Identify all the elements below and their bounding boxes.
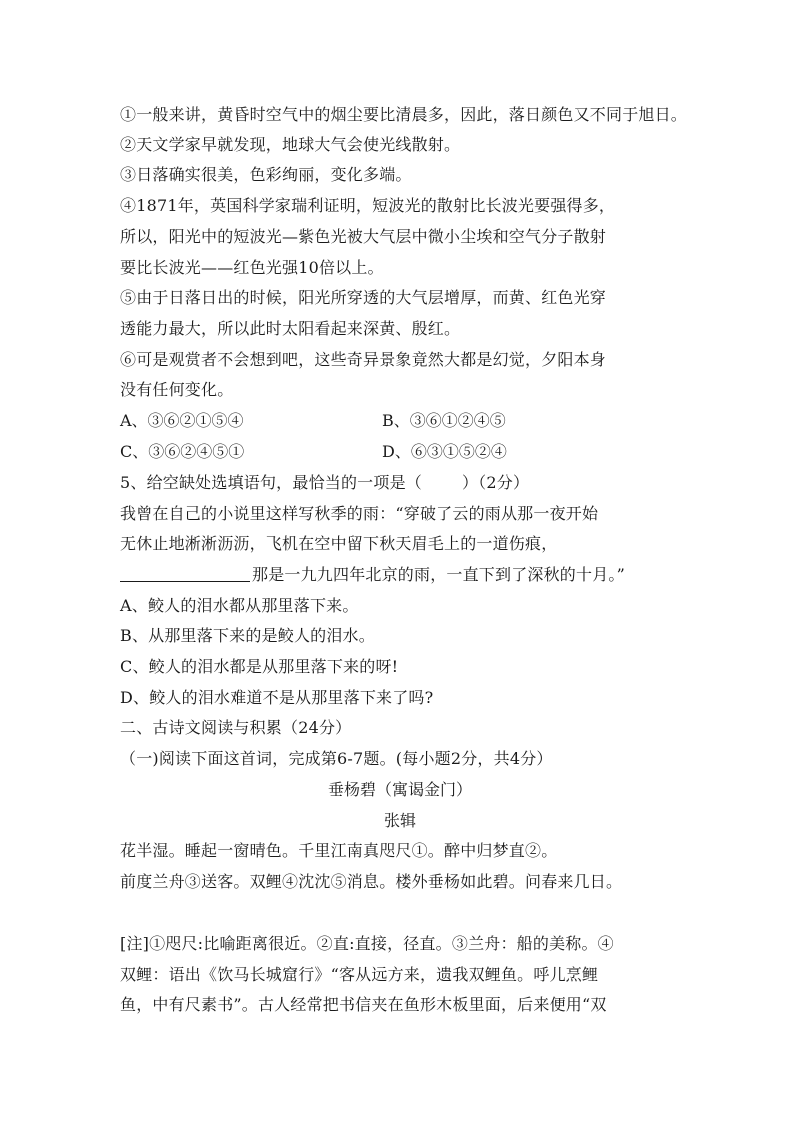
sentence-4-line-3: 要比长波光——红色光强10倍以上。: [120, 258, 384, 277]
note-line-2: 双鲤：语出《饮马长城窟行》“客从远方来，遗我双鲤鱼。呼儿烹鲤: [120, 965, 599, 984]
section-2-heading: 二、古诗文阅读与积累（24分）: [120, 718, 352, 737]
sentence-4-line-1: ④1871年，英国科学家瑞利证明，短波光的散射比长波光要强得多，: [120, 196, 616, 215]
q5-stem-before: 5、给空缺处选填语句，最恰当的一项是（: [120, 473, 422, 492]
q4-option-b: B、③⑥①②④⑤: [382, 411, 506, 430]
q5-passage-line-1: 我曾在自己的小说里这样写秋季的雨：“穿破了云的雨从那一夜开始: [120, 504, 599, 523]
q5-passage-line-3-text: 那是一九九四年北京的雨，一直下到了深秋的十月。”: [252, 565, 625, 584]
note-line-3: 鱼，中有尺素书”。古人经常把书信夹在鱼形木板里面，后来便用“双: [120, 995, 607, 1014]
q5-passage-line-2: 无休止地淅淅沥沥，飞机在空中留下秋天眉毛上的一道伤痕，: [120, 534, 558, 553]
sentence-6-line-1: ⑥可是观赏者不会想到吧，这些奇异景象竟然大都是幻觉，夕阳本身: [120, 350, 607, 369]
q5-stem: [120, 472, 680, 494]
q5-option-b: B、从那里落下来的是鲛人的泪水。: [120, 626, 375, 645]
q4-option-d: D、⑥③①⑤②④: [382, 442, 507, 461]
sentence-6-line-2: 没有任何变化。: [120, 380, 234, 399]
sentence-5-line-1: ⑤由于日落日出的时候，阳光所穿透的大气层增厚，而黄、红色光穿: [120, 288, 607, 307]
sentence-1: ①一般来讲，黄昏时空气中的烟尘要比清晨多，因此，落日颜色又不同于旭日。: [120, 105, 688, 124]
fill-in-blank: [120, 565, 250, 582]
q5-passage-line-3: [120, 564, 680, 586]
note-line-1: [注]①咫尺:比喻距离很近。②直:直接，径直。③兰舟：船的美称。④: [120, 934, 614, 953]
q5-option-c: C、鲛人的泪水都是从那里落下来的呀!: [120, 657, 399, 676]
poem-author: 张辑: [383, 811, 416, 830]
sentence-3: ③日落确实很美，色彩绚丽，变化多端。: [120, 165, 412, 184]
poem-title: 垂杨碧（寓谒金门）: [327, 780, 472, 799]
sentence-4-line-2: 所以，阳光中的短波光—紫色光被大气层中微小尘埃和空气分子散射: [120, 227, 607, 246]
poem-line-2: 前度兰舟③送客。双鲤④沈沈⑤消息。楼外垂杨如此碧。问春来几日。: [120, 872, 623, 891]
sentence-2: ②天文学家早就发现，地球大气会使光线散射。: [120, 135, 461, 154]
section-2-sub-heading: （一)阅读下面这首词，完成第6-7题。(每小题2分，共4分）: [120, 749, 553, 768]
q5-stem-after: ）（2分）: [461, 473, 530, 492]
q4-option-a: A、③⑥②①⑤④: [120, 411, 244, 430]
sentence-5-line-2: 透能力最大，所以此时太阳看起来深黄、殷红。: [120, 319, 461, 338]
poem-line-1: 花半湿。睡起一窗晴色。千里江南真咫尺①。醉中归梦直②。: [120, 841, 558, 860]
q5-option-d: D、鲛人的泪水难道不是从那里落下来了吗?: [120, 688, 434, 707]
q4-option-c: C、③⑥②④⑤①: [120, 442, 245, 461]
q5-option-a: A、鲛人的泪水都从那里落下来。: [120, 596, 359, 615]
